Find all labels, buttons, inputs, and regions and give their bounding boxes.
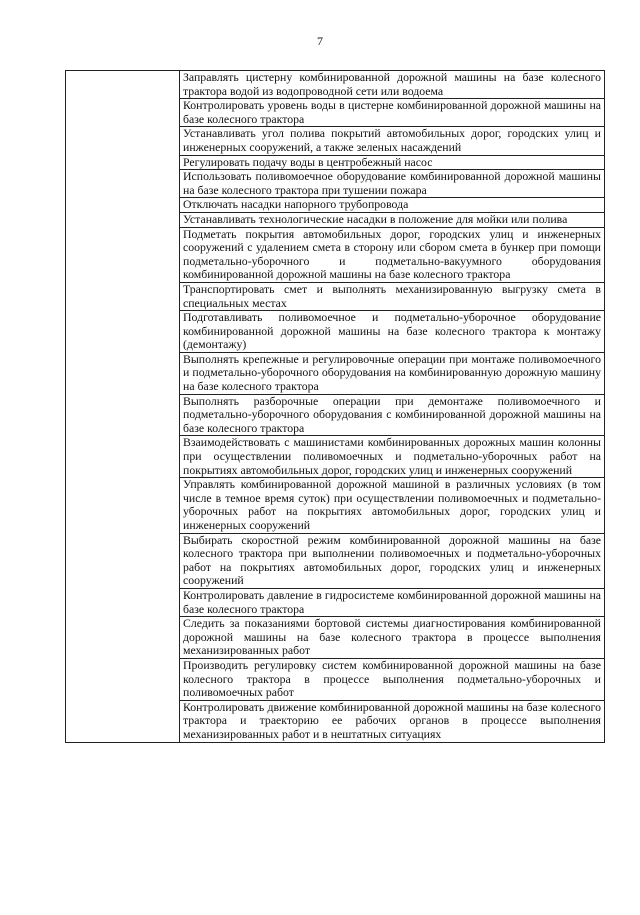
- skill-item: Контролировать движение комбинированной дорожной машины на базе колесного трактора и траекторию ее рабочих органов в процессе выполнения механизированных работ и в нештатных ситуациях: [180, 700, 605, 742]
- skill-item: Отключать насадки напорного трубопровода: [180, 198, 605, 213]
- table-row: [66, 71, 605, 99]
- skill-item: Выбирать скоростной режим комбинированной дорожной машины на базе колесного трактора при выполнении поливомоечных и подметально-уборочных работ на покрытиях автомобильных дорог, городских улиц и инженерных сооружений: [180, 533, 605, 588]
- skills-table: [65, 70, 605, 743]
- skill-item: Контролировать уровень воды в цистерне комбинированной дорожной машины на базе колесного трактора: [180, 99, 605, 127]
- skill-item: Заправлять цистерну комбинированной дорожной машины на базе колесного трактора водой из водопроводной сети или водоема: [180, 71, 605, 99]
- skill-item: Транспортировать смет и выполнять механизированную выгрузку смета в специальных местах: [180, 282, 605, 310]
- skill-item: Регулировать подачу воды в центробежный насос: [180, 155, 605, 170]
- skill-item: Устанавливать технологические насадки в положение для мойки или полива: [180, 212, 605, 227]
- skill-item: Выполнять разборочные операции при демонтаже поливомоечного и подметально-уборочного оборудования с комбинированной дорожной машины на базе колесного трактора: [180, 394, 605, 436]
- skill-item: Устанавливать угол полива покрытий автомобильных дорог, городских улиц и инженерных сооружений, а также зеленых насаждений: [180, 127, 605, 155]
- empty-label-cell: [66, 71, 180, 743]
- skill-item: Взаимодействовать с машинистами комбинированных дорожных машин колонны при осуществлении поливомоечных и подметально-уборочных работ на покрытиях автомобильных дорог, городских улиц и инженерных сооружений: [180, 436, 605, 478]
- skill-item: Выполнять крепежные и регулировочные операции при монтаже поливомоечного и подметально-уборочного оборудования на комбинированную дорожную машину на базе колесного трактора: [180, 352, 605, 394]
- skill-item: Управлять комбинированной дорожной машиной в различных условиях (в том числе в темное время суток) при осуществлении поливомоечных и подметально-уборочных работ на покрытиях автомобильных дорог, городских улиц и инженерных сооружений: [180, 478, 605, 533]
- page-number: 7: [317, 34, 323, 48]
- skill-item: Подготавливать поливомоечное и подметально-уборочное оборудование комбинированной дорожной машины на базе колесного трактора к монтажу (демонтажу): [180, 311, 605, 353]
- skill-item: Производить регулировку систем комбинированной дорожной машины на базе колесного трактора в процессе выполнения подметально-уборочных и поливомоечных работ: [180, 658, 605, 700]
- skill-item: Следить за показаниями бортовой системы диагностирования комбинированной дорожной машины на базе колесного трактора в процессе выполнения механизированных работ: [180, 617, 605, 659]
- skill-item: Использовать поливомоечное оборудование комбинированной дорожной машины на базе колесного трактора при тушении пожара: [180, 170, 605, 198]
- skill-item: Подметать покрытия автомобильных дорог, городских улиц и инженерных сооружений с удалением смета в сторону или сбором смета в бункер при помощи подметально-уборочного и подметально-вакуумного оборудования комбинированной дорожной машины на базе колесного трактора: [180, 227, 605, 282]
- skill-item: Контролировать давление в гидросистеме комбинированной дорожной машины на базе колесного трактора: [180, 588, 605, 616]
